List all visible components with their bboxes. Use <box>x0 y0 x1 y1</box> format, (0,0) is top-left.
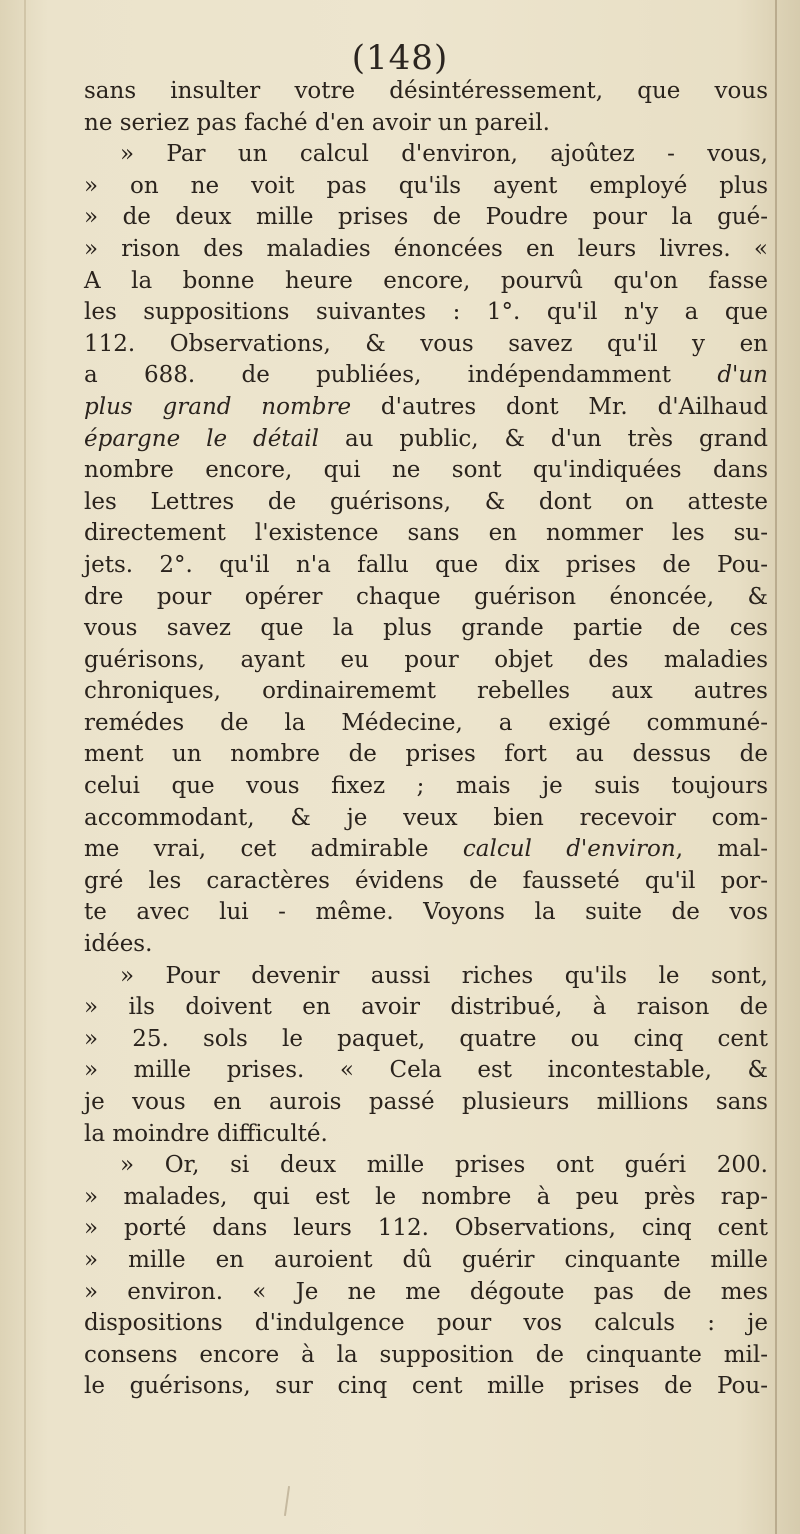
text-line: dre pour opérer chaque guérison énoncée, & <box>84 583 768 610</box>
text-line: te avec lui - même. Voyons la suite de vos <box>84 899 768 926</box>
text-line: celui que vous fixez ; mais je suis toujours <box>84 773 768 800</box>
text-line: je vous en aurois passé plusieurs millions sans <box>84 1089 768 1115</box>
text-line: » mille en auroient dû guérir cinquante mille <box>84 1246 768 1273</box>
text-line: idées. <box>84 931 153 958</box>
body-text <box>84 76 768 1403</box>
text-line: accommodant, & je veux bien recevoir com- <box>84 804 768 831</box>
text-line: les suppositions suivantes : 1°. qu'il n'y a que <box>84 299 768 326</box>
text-line: » Par un calcul d'environ, ajoûtez - vous, <box>120 141 768 168</box>
text-line: » Or, si deux mille prises ont guéri 200. <box>120 1152 768 1179</box>
text-line: » rison des maladies énoncées en leurs livres. « <box>84 235 768 262</box>
text-line: dispositions d'indulgence pour vos calculs : je <box>84 1310 768 1337</box>
text-line: sans insulter votre désintéressement, que vous <box>84 78 768 104</box>
text-line: directement l'existence sans en nommer les su- <box>84 520 768 547</box>
text-line: » Pour devenir aussi riches qu'ils le sont, <box>120 962 768 989</box>
text-line: A la bonne heure encore, pourvû qu'on fasse <box>84 267 768 294</box>
text-line: le guérisons, sur cinq cent mille prises de Pou- <box>84 1373 768 1400</box>
text-line: » mille prises. « Cela est incontestable, & <box>84 1057 768 1084</box>
text-line: ne seriez pas faché d'en avoir un pareil. <box>84 109 550 136</box>
text-line: » environ. « Je ne me dégoute pas de mes <box>84 1278 768 1305</box>
page-fold-right <box>775 0 777 1534</box>
text-line: ment un nombre de prises fort au dessus de <box>84 741 768 768</box>
text-line: les Lettres de guérisons, & dont on atteste <box>84 488 768 515</box>
text-line: » on ne voit pas qu'ils ayent employé plus <box>84 172 768 199</box>
text-line: » 25. sols le paquet, quatre ou cinq cent <box>84 1025 768 1052</box>
text-line: nombre encore, qui ne sont qu'indiquées dans <box>84 457 768 484</box>
text-line: gré les caractères évidens de fausseté qu'il por- <box>84 867 768 894</box>
text-line: jets. 2°. qu'il n'a fallu que dix prises de Pou- <box>84 551 768 578</box>
text-line: a 688. de publiées, indépendamment d'un <box>84 362 768 389</box>
text-line: consens encore à la supposition de cinquante mil- <box>84 1341 768 1368</box>
page-number: (148) <box>351 38 449 78</box>
text-line: remédes de la Médecine, a exigé communé- <box>84 709 768 736</box>
text-line: plus grand nombre d'autres dont Mr. d'Ailhaud <box>84 393 768 420</box>
text-line: guérisons, ayant eu pour objet des maladies <box>84 646 768 673</box>
text-line: » malades, qui est le nombre à peu près rap- <box>84 1183 768 1210</box>
text-line: épargne le détail au public, & d'un très grand <box>84 425 769 452</box>
page-fold-left <box>24 0 26 1534</box>
text-line: la moindre difficulté. <box>84 1120 328 1147</box>
text-line: 112. Observations, & vous savez qu'il y en <box>84 330 768 357</box>
text-line: me vrai, cet admirable calcul d'environ, mal- <box>84 836 768 863</box>
text-line: » ils doivent en avoir distribué, à raison de <box>84 994 768 1021</box>
text-line: » porté dans leurs 112. Observations, cinq cent <box>84 1215 768 1242</box>
ink-mark <box>284 1486 290 1516</box>
text-line: vous savez que la plus grande partie de ces <box>84 615 768 642</box>
text-line: » de deux mille prises de Poudre pour la gué- <box>84 204 768 231</box>
text-line: chroniques, ordinairememt rebelles aux autres <box>84 678 768 705</box>
